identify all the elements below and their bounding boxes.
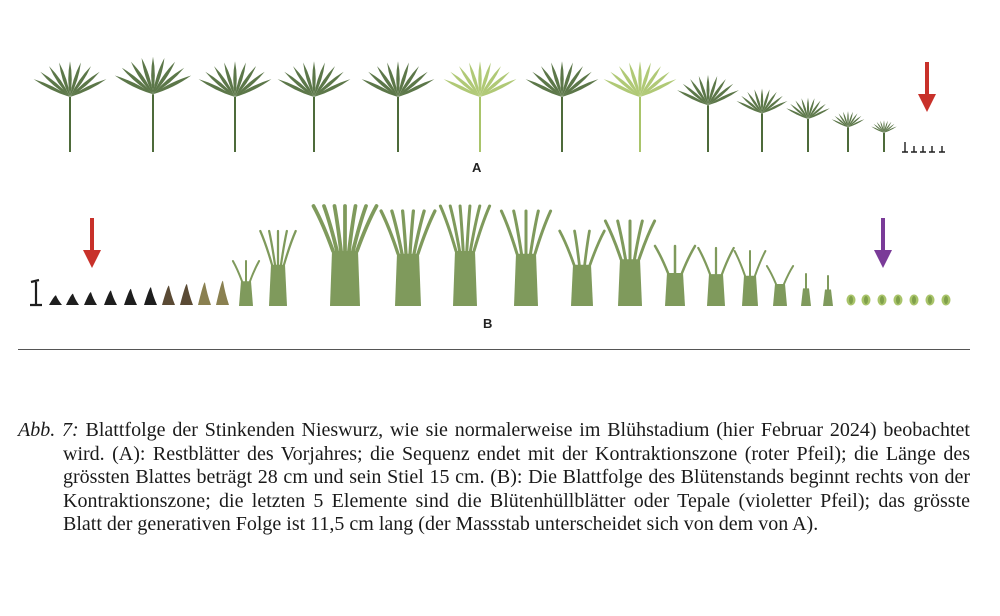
figure-caption (18, 419, 970, 537)
tepal-b-2 (862, 295, 871, 306)
bract-b-10 (698, 248, 733, 306)
tepal-b-1 (847, 295, 856, 306)
leaf-a-5 (362, 61, 435, 152)
scale-b-11 (216, 281, 229, 305)
scale-b-7 (144, 287, 157, 305)
leaf-a-remnants (902, 142, 945, 152)
bract-b-1 (233, 261, 259, 306)
scale-b-3 (66, 294, 79, 305)
leaf-a-4 (278, 61, 351, 152)
scale-b-5 (104, 290, 117, 305)
tepal-b-5 (910, 295, 919, 306)
leaf-a-7 (526, 61, 599, 152)
scale-b-6 (124, 289, 137, 305)
tepal-arrow (874, 218, 892, 268)
leaf-a-8 (604, 61, 677, 152)
scale-b-2 (49, 295, 62, 305)
leaf-a-13 (871, 120, 896, 152)
bract-b-6 (501, 211, 550, 306)
leaf-a-2 (115, 57, 191, 152)
leaf-a-11 (786, 98, 830, 152)
caption-text: Blattfolge der Stinkenden Nieswurz, wie sie normalerweise im Blühstadium (hier Februar 2024) beobachtet wird. (A): Restblätter des Vorjahres; die Sequenz endet mit der Kontraktionszone (roter Pfeil); die Länge des grössten Blattes beträgt 28 cm und sein Stiel 15 cm. (B): Die Blattfolge des Blütenstands beginnt rechts von der Kontraktionszone; die letzten 5 Elemente sind die Blütenhüllblätter oder Tepale (violetter Pfeil); das grösste Blatt der generativen Folge ist 11,5 cm lang (der Massstab unterscheidet sich von dem von A). (63, 419, 970, 536)
bract-b-13 (801, 274, 811, 306)
caption-lead: Abb. 7: (18, 419, 79, 441)
bract-b-2 (260, 231, 295, 306)
bract-b-5 (440, 206, 489, 306)
bract-b-7 (560, 231, 605, 306)
panel-a-label: A (472, 160, 482, 175)
panel-b-label: B (483, 316, 493, 331)
scale-b-8 (162, 286, 175, 305)
contraction-zone-arrow-a (918, 62, 936, 112)
scale-b-4 (84, 292, 97, 305)
scale-b-9 (180, 284, 193, 305)
figure-divider (18, 349, 970, 350)
bract-b-12 (767, 266, 793, 306)
tepal-b-7 (942, 295, 951, 306)
contraction-zone-arrow-b (83, 218, 101, 268)
bract-b-3 (314, 206, 377, 306)
tepal-b-4 (894, 295, 903, 306)
scale-b-10 (198, 282, 211, 305)
leaf-a-1 (34, 61, 107, 152)
leaf-a-12 (832, 111, 865, 152)
bract-b-8 (605, 221, 654, 306)
leaf-a-6 (444, 61, 517, 152)
leaf-a-3 (199, 61, 272, 152)
bract-b-14 (823, 276, 833, 306)
bract-b-11 (735, 251, 766, 306)
scale-b-1 (30, 280, 42, 305)
leaf-a-9 (677, 75, 739, 152)
bract-b-4 (381, 211, 435, 306)
tepal-b-6 (926, 295, 935, 306)
leaf-a-10 (737, 89, 788, 152)
bract-b-9 (655, 246, 695, 306)
tepal-b-3 (878, 295, 887, 306)
